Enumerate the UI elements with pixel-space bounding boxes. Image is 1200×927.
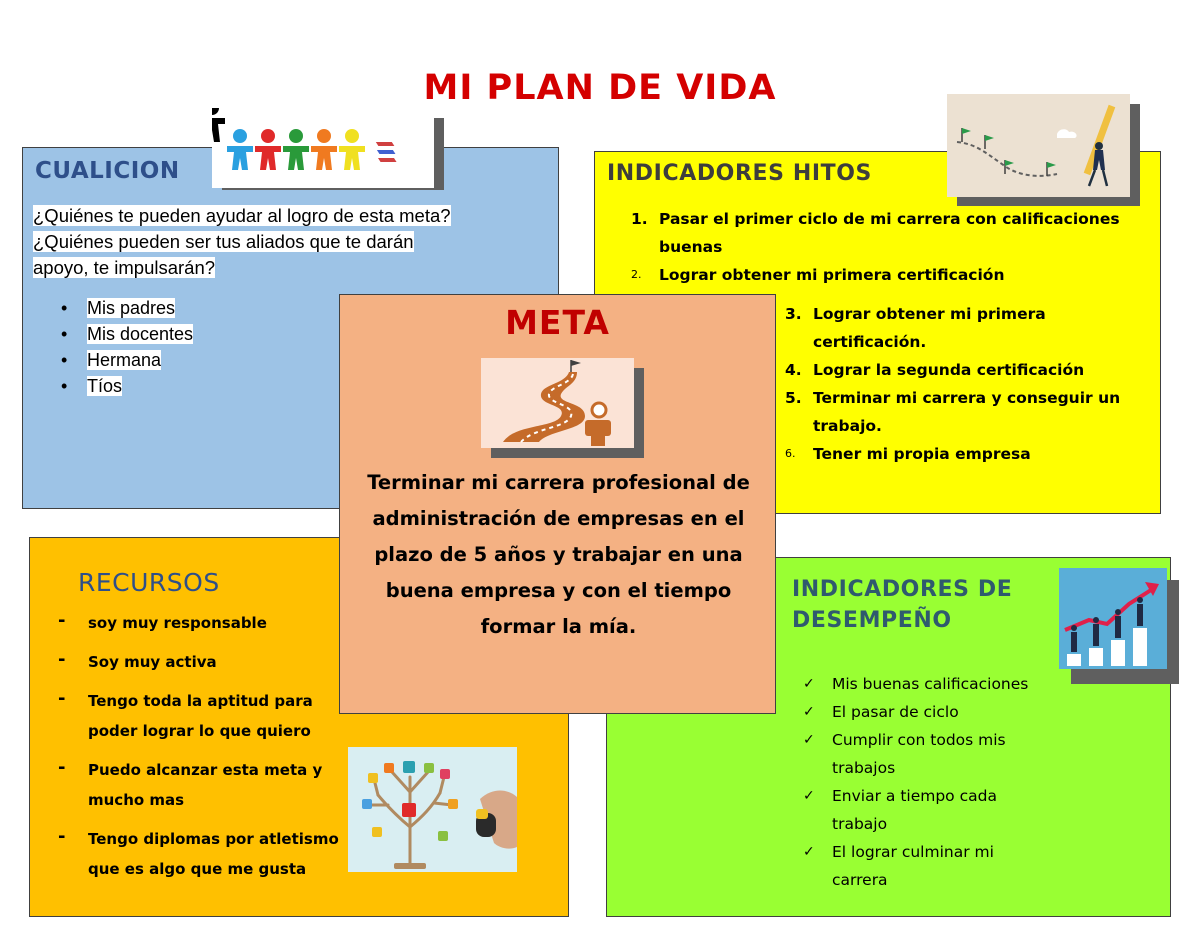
list-item: - soy muy responsable (56, 608, 356, 638)
list-item: • Hermana (61, 347, 193, 373)
page-title: MI PLAN DE VIDA (423, 68, 777, 108)
hitos-list-bottom (785, 300, 1130, 468)
list-item: • Tíos (61, 373, 193, 399)
list-item: ✓ El pasar de ciclo (803, 698, 1043, 726)
list-item: ✓ Cumplir con todos mis trabajos (803, 726, 1043, 782)
list-item: 2. Lograr obtener mi primera certificación (631, 266, 1005, 284)
cualicion-questions (33, 203, 558, 281)
hitos-heading: INDICADORES HITOS (607, 161, 873, 186)
desempeno-heading: INDICADORES DE DESEMPEÑO (792, 577, 1013, 633)
meta-heading: META (505, 303, 610, 342)
recursos-heading: RECURSOS (78, 568, 220, 597)
list-item: • Mis docentes (61, 321, 193, 347)
recursos-list (56, 608, 356, 893)
list-item: ✓ Enviar a tiempo cada trabajo (803, 782, 1043, 838)
cualicion-question-2: ¿Quiénes pueden ser tus aliados que te darán (33, 231, 414, 252)
hitos-list-top (631, 205, 1121, 289)
list-item: - Tengo diplomas por atletismo que es algo que me gusta (56, 824, 356, 884)
meta-text: Terminar mi carrera profesional de administración de empresas en el plazo de 5 años y trabajar en una buena empresa y con el tiempo formar la mía. (367, 471, 750, 638)
list-item: 1. Pasar el primer ciclo de mi carrera con calificaciones buenas (631, 210, 1120, 256)
list-item: • Mis padres (61, 295, 193, 321)
cualicion-heading: CUALICION (35, 158, 180, 184)
list-item: 3. Lograr obtener mi primera certificación. (785, 305, 1046, 351)
list-item: - Soy muy activa (56, 647, 356, 677)
list-item: ✓ El lograr culminar mi carrera (803, 838, 1043, 894)
desempeno-list (803, 670, 1043, 894)
list-item: 5. Terminar mi carrera y conseguir un trabajo. (785, 389, 1121, 435)
meta-box (339, 294, 776, 714)
list-item: - Tengo toda la aptitud para poder lograr lo que quiero (56, 686, 356, 746)
list-item: ✓ Mis buenas calificaciones (803, 670, 1043, 698)
list-item: 6. Tener mi propia empresa (785, 445, 1031, 463)
cualicion-list (61, 295, 193, 399)
list-item: - Puedo alcanzar esta meta y mucho mas (56, 755, 356, 815)
list-item: 4. Lograr la segunda certificación (785, 361, 1085, 379)
cualicion-question-1: ¿Quiénes te pueden ayudar al logro de esta meta? (33, 205, 451, 226)
cualicion-question-3: apoyo, te impulsarán? (33, 257, 216, 278)
